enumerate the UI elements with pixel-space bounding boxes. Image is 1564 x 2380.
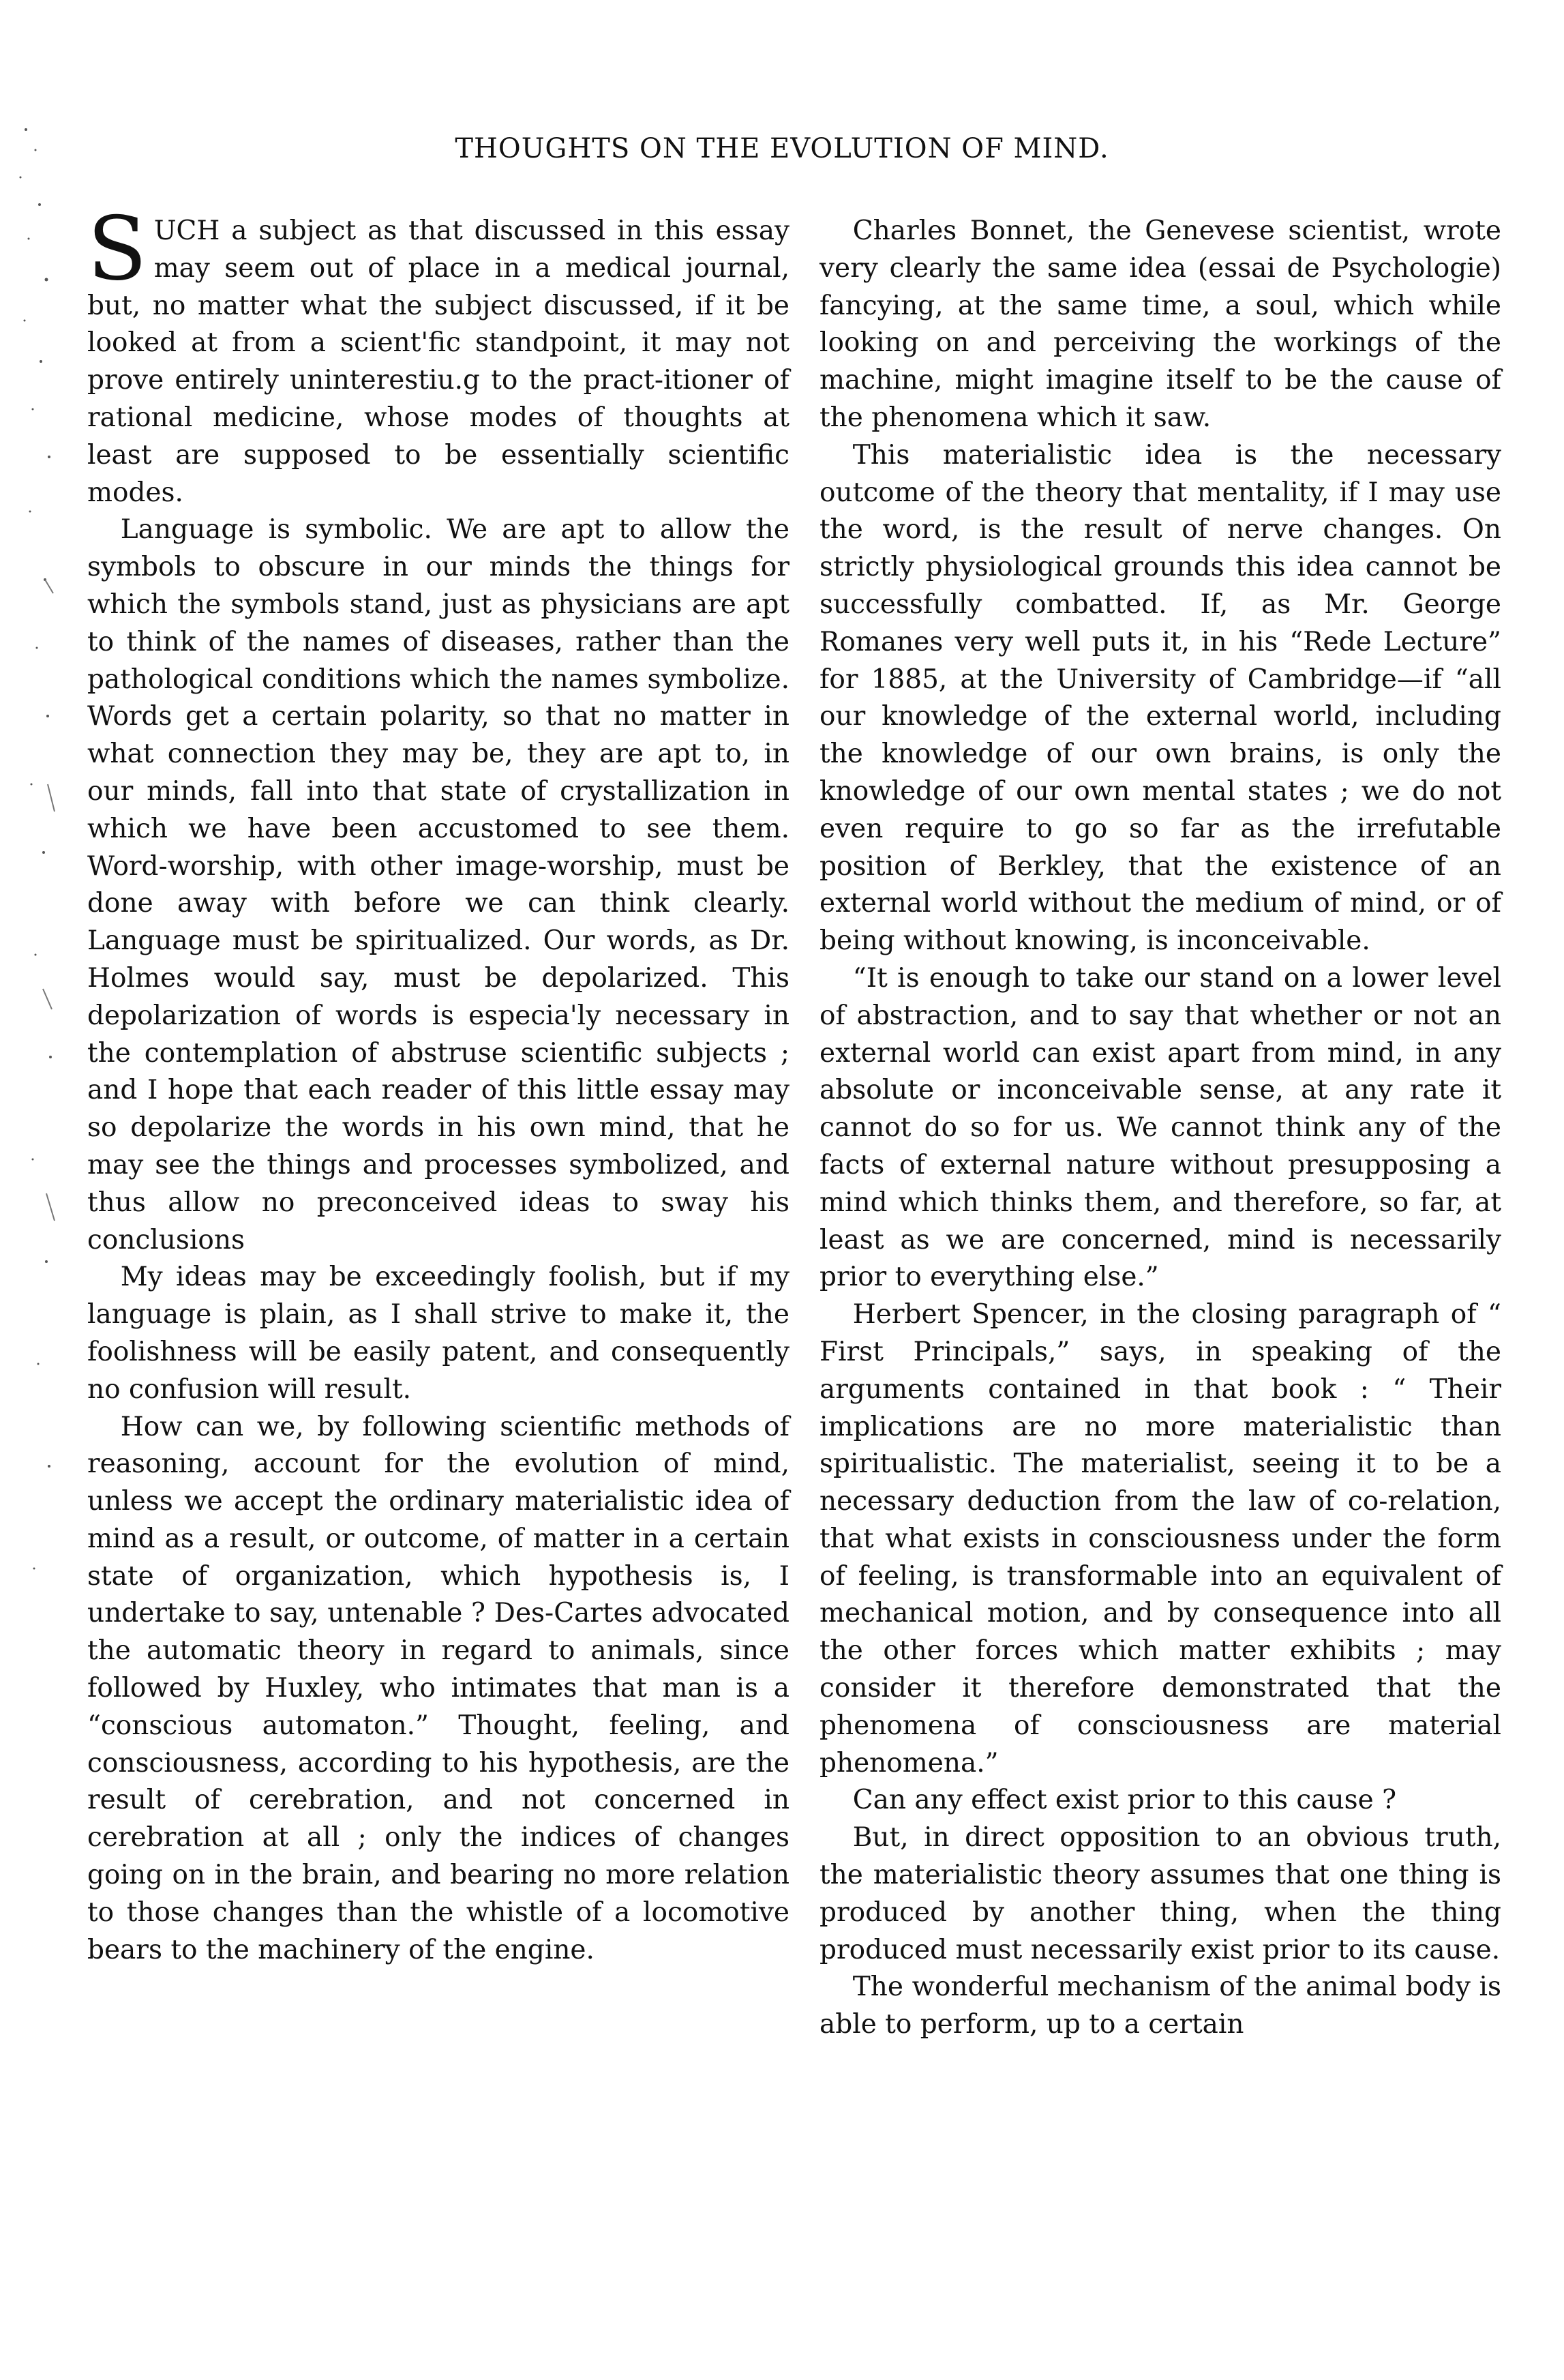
paragraph — [87, 198, 789, 511]
right-column — [819, 213, 1501, 2044]
paragraph: My ideas may be exceedingly foolish, but if my language is plain, as I shall strive to make it, the foolishness will be easily patent, and consequently no confusion will result. — [87, 1262, 789, 1405]
paragraph: Herbert Spencer, in the closing paragraph of “ First Principals,” says, in speaking of the arguments contained in that book : “ Their implications are no more materialistic than spiritualistic. The materialist, seeing it to be a necessary deduction from the law of co-relation, that what exists in consciousness under the form of feeling, is transformable into an equivalent of mechanical motion, and by consequence into all the other forces which matter exhibits ; may consider it therefore demonstrated that the phenomena of consciousness are material phenomena.” — [819, 1299, 1501, 1779]
paragraph: This materialistic idea is the necessary outcome of the theory that mentality, if I may use the word, is the result of nerve changes. On strictly physiological grounds this idea cannot be successfully combatted. If, as Mr. George Romanes very well puts it, in his “Rede Lecture” for 1885, at the University of Cambridge—if “all our knowledge of the external world, including the knowledge of our own brains, is only the knowledge of our own mental states ; we do not even require to go so far as the irrefutable position of Berkley, that the existence of an external world without the medium of mind, or of being without knowing, is inconceivable. — [819, 439, 1501, 957]
paragraph: But, in direct opposition to an obvious truth, the materialistic theory assumes that one thing is produced by another thing, when the thing produced must necessarily exist prior to its cause. — [819, 1822, 1501, 1965]
drop-cap: S — [87, 198, 147, 300]
paragraph: “It is enough to take our stand on a lower level of abstraction, and to say that whether or not an external world can exist apart from mind, in any absolute or inconceivable sense, at any rate it cannot do so for us. We cannot think any of the facts of external nature without presupposing a mind which thinks them, and therefore, so far, at least as we are concerned, mind is necessarily prior to everything else.” — [819, 962, 1501, 1293]
margin-scan-artifacts — [5, 102, 60, 1671]
left-column — [87, 198, 789, 1969]
paragraph: Language is symbolic. We are apt to allow the symbols to obscure in our minds the things for which the symbols stand, just as physicians are apt to think of the names of diseases, rather than the pathological conditions which the names symbolize. Words get a certain polarity, so that no matter in what connection they may be, they are apt to, in our minds, fall into that state of crystallization in which we have been accustomed to see them. Word-worship, with other image-worship, must be done away with before we can think clearly. Language must be spiritualized. Our words, as Dr. Holmes would say, must be depolarized. This depolarization of words is especia'ly necessary in the contemplation of abstruse scientific subjects ; and I hope that each reader of this little essay may so depolarize the words in his own mind, that he may see the things and processes symbolized, and thus allow no preconceived ideas to sway his conclusions — [87, 514, 789, 1255]
paragraph: Charles Bonnet, the Genevese scientist, wrote very clearly the same idea (essai de Psychologie) fancying, at the same time, a soul, which while looking on and perceiving the workings of the machine, might imagine itself to be the cause of the phenomena which it saw. — [819, 215, 1501, 433]
paragraph: Can any effect exist prior to this cause ? — [852, 1785, 1397, 1816]
paragraph-text: UCH a subject as that discussed in this essay may seem out of place in a medical journal, but, no matter what the subject discussed, if it be looked at from a scient'fic standpoint, it may not prove entirely uninterestiu.g to the pract-itioner of rational medicine, whose modes of thoughts at least are supposed to be essentially scientific modes. — [87, 215, 789, 508]
page-title: THOUGHTS ON THE EVOLUTION OF MIND. — [455, 133, 1109, 164]
paragraph: The wonderful mechanism of the animal body is able to perform, up to a certain — [819, 1972, 1501, 2040]
paragraph: How can we, by following scientific methods of reasoning, account for the evolution of mind, unless we accept the ordinary materialistic idea of mind as a result, or outcome, of matter in a certain state of organization, which hypothesis is, I undertake to say, untenable ? Des-Cartes advocated the automatic theory in regard to animals, since followed by Huxley, who intimates that man is a “conscious automaton.” Thought, feeling, and consciousness, according to his hypothesis, are the result of cerebration, and not concerned in cerebration at all ; only the indices of changes going on in the brain, and bearing no more relation to those changes than the whistle of a locomotive bears to the machinery of the engine. — [87, 1411, 789, 1965]
